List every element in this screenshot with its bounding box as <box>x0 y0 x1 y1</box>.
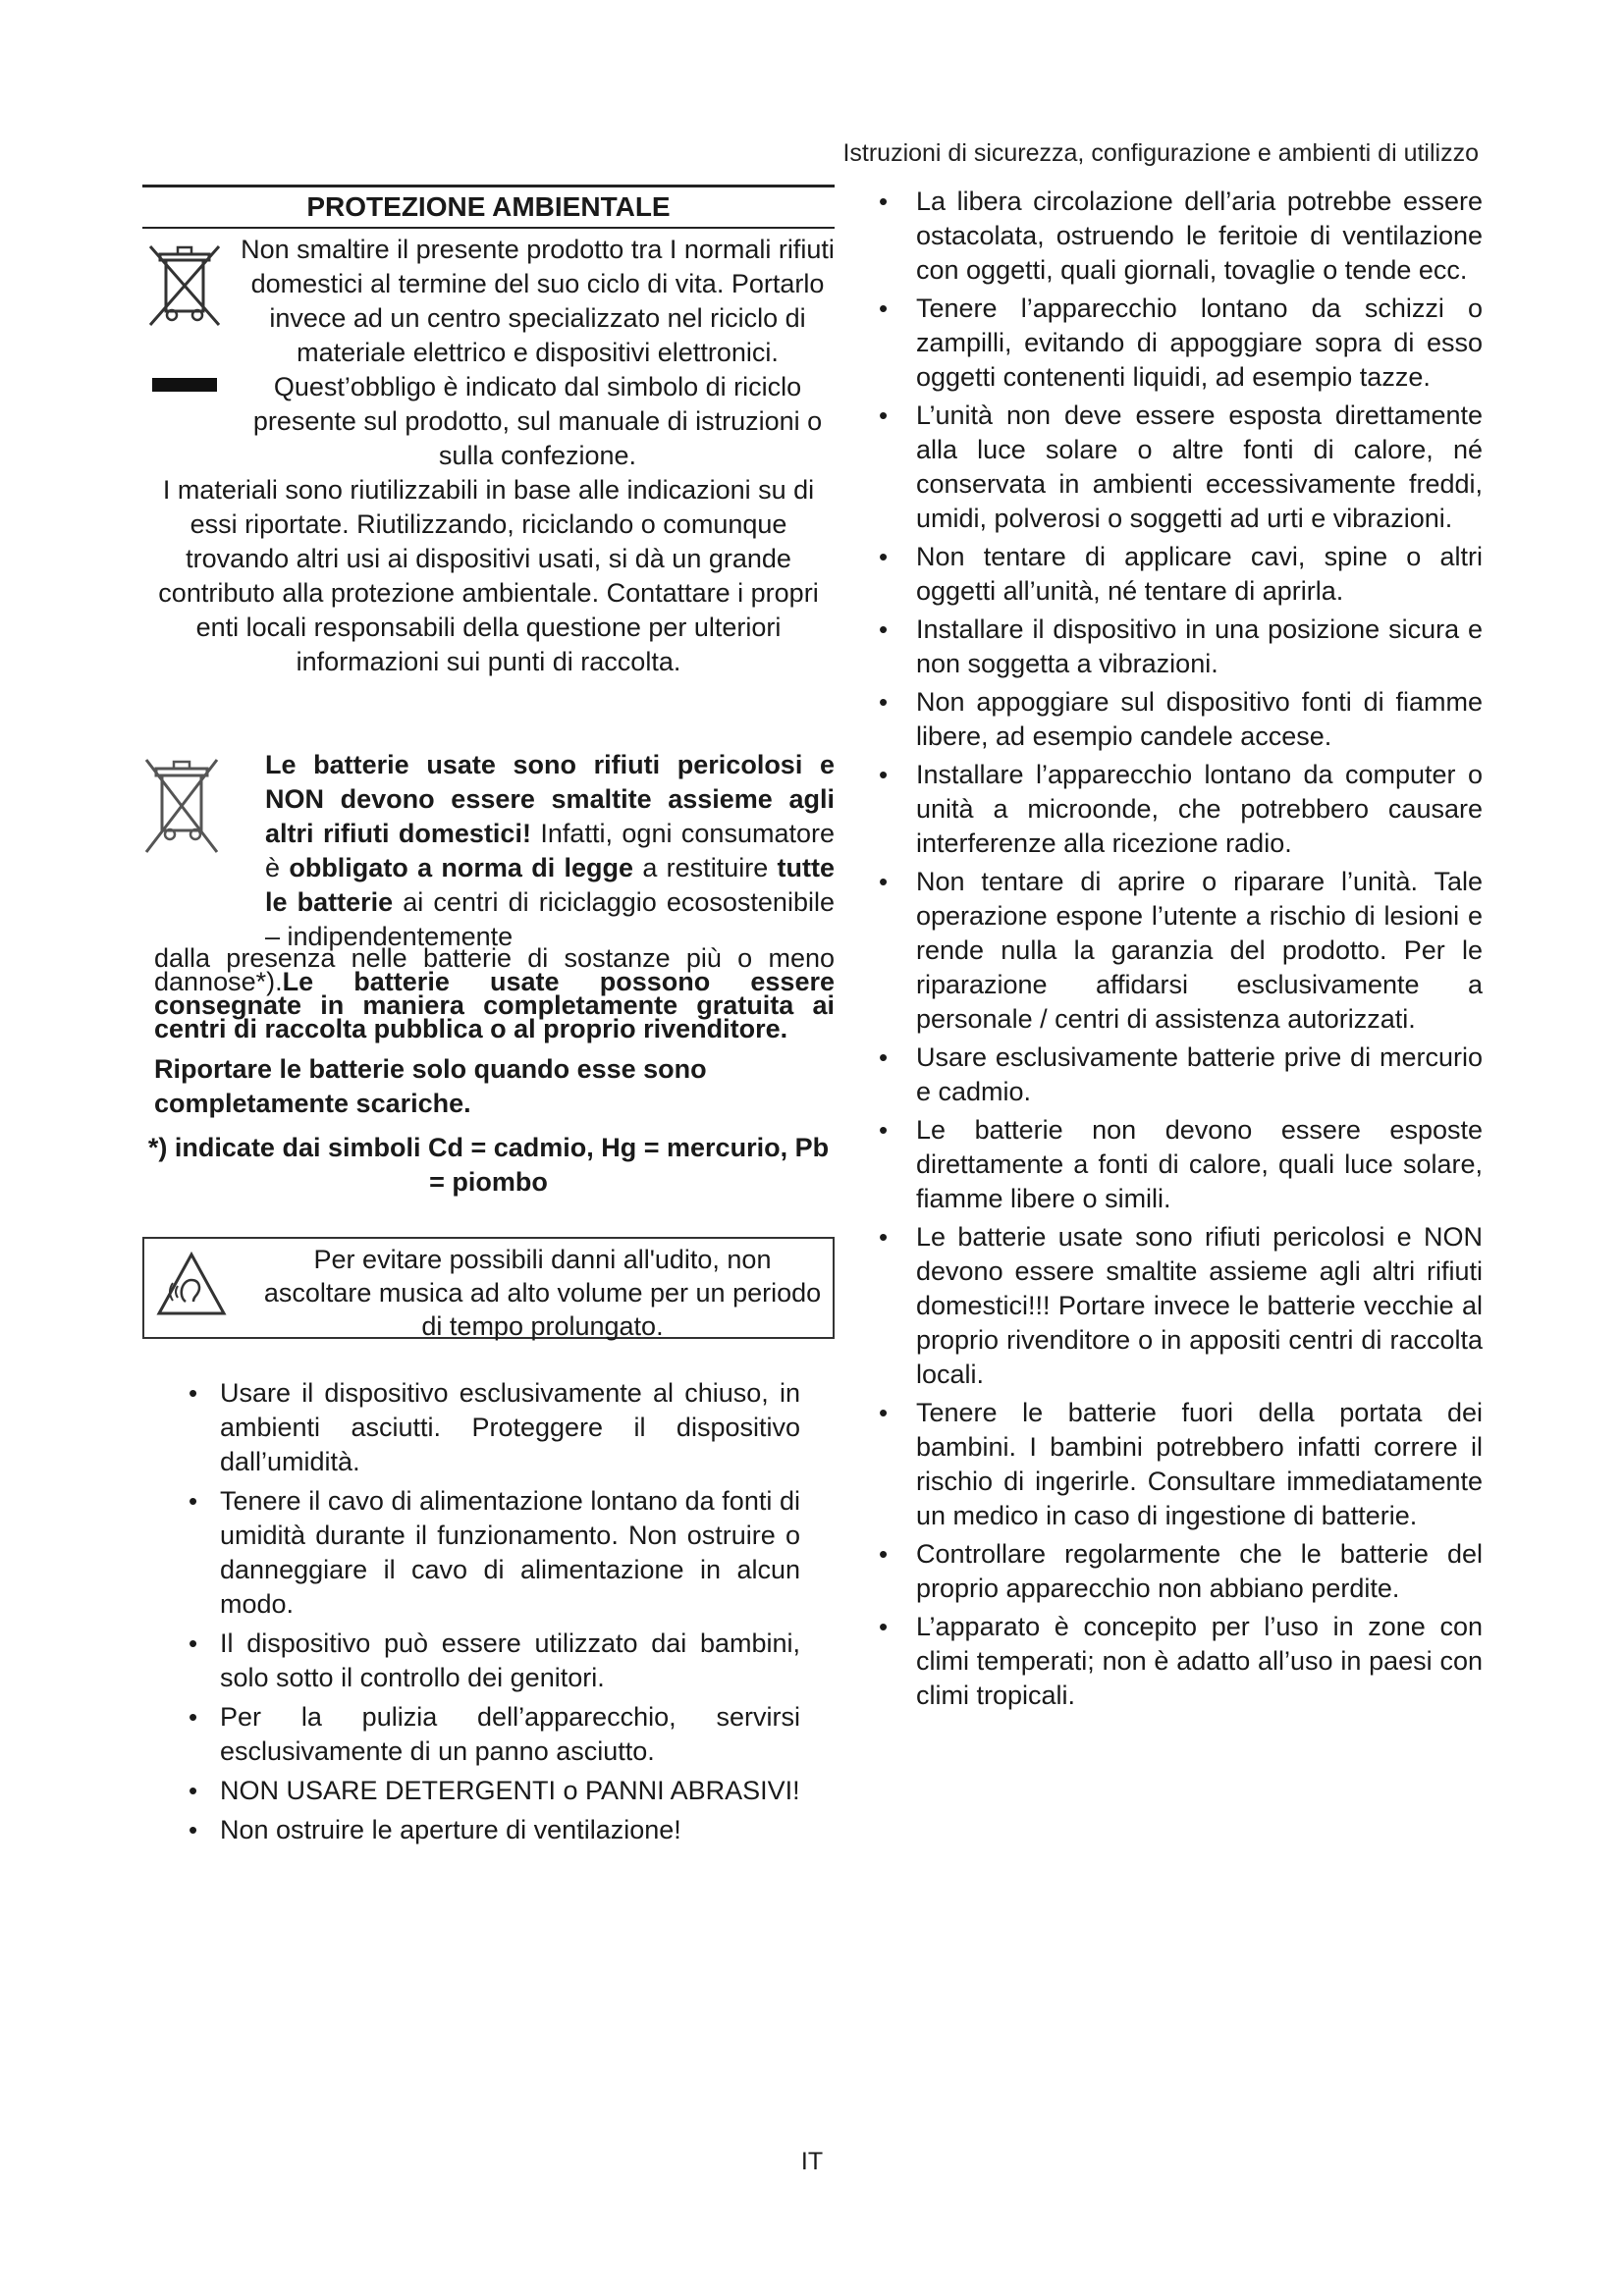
list-item: • Le batterie non devono essere esposte direttamente a fonti di calore, quali luce solare, fiamme libere o simili. <box>904 1113 1483 1216</box>
list-item: • Le batterie usate sono rifiuti pericolosi e NON devono essere smaltite assieme agli altri rifiuti domestici!!! Portare invece le batterie vecchie al proprio rivenditore o in appositi centri di raccolta locali. <box>904 1220 1483 1392</box>
battery-bold-1: Le batterie usate sono rifiuti pericolosi e NON devono essere smaltite assieme agli altri rifiuti domestici! <box>265 750 835 848</box>
battery-bold-3: tutte le batterie <box>265 853 835 917</box>
environment-notice <box>142 233 835 679</box>
list-item: • Installare l’apparecchio lontano da computer o unità a microonde, che potrebbero causare interferenze alla ricezione radio. <box>904 758 1483 861</box>
list-item: • Non ostruire le aperture di ventilazione! <box>196 1813 800 1847</box>
battery-over-text: dalla presenza nelle batterie di sostanze più o meno dannose*). <box>154 943 835 996</box>
list-item: • Non tentare di aprire o riparare l’unità. Tale operazione espone l’utente a rischio di lesioni e rende nulla la garanzia del prodotto. Per le riparazione affidarsi esclusivamente a personale / centri di assistenza autorizzati. <box>904 865 1483 1037</box>
list-item: • Tenere le batterie fuori della portata dei bambini. I bambini potrebbero infatti correre il rischio di ingerirle. Consultare immediatamente un medico in caso di ingestione di batterie. <box>904 1396 1483 1533</box>
page-header-title: Istruzioni di sicurezza, configurazione e ambienti di utilizzo <box>842 139 1479 167</box>
list-item: • Usare il dispositivo esclusivamente al chiuso, in ambienti asciutti. Proteggere il dispositivo dall’umidità. <box>196 1376 800 1479</box>
battery-text <box>142 748 835 954</box>
list-item: • Non tentare di applicare cavi, spine o altri oggetti all’unità, né tentare di aprirla. <box>904 540 1483 609</box>
environment-text-2: I materiali sono riutilizzabili in base alle indicazioni su di essi riportate. Riutilizzando, riciclando o comunque trovando altri usi ai dispositivi usati, si dà un grande contributo alla protezione ambientale. Contattare i propri enti locali responsabili della questione per ulteriori informazioni sui punti di raccolta. <box>158 475 819 676</box>
crossed-bin-battery-icon <box>142 754 221 872</box>
environment-text: Non smaltire il presente prodotto tra I normali rifiuti domestici al termine del suo ciclo di vita. Portarlo invece ad un centro specializzato nel riciclo di materiale elettrico e dispositivi elettronici. Quest’obbligo è indicato dal simbolo di riciclo presente sul prodotto, sul manuale di istruzioni o sulla confezione. <box>241 235 835 470</box>
list-item: • NON USARE DETERGENTI o PANNI ABRASIVI! <box>196 1774 800 1808</box>
battery-overlap-text <box>142 943 835 1043</box>
battery-footnote: *) indicate dai simboli Cd = cadmio, Hg = mercurio, Pb = piombo <box>147 1133 830 1197</box>
list-item: • Per la pulizia dell’apparecchio, servirsi esclusivamente di un panno asciutto. <box>196 1700 800 1769</box>
hearing-warning-box <box>142 1237 835 1339</box>
page-number: IT <box>800 2148 824 2175</box>
list-item: • L’apparato è concepito per l’uso in zone con climi temperati; non è adatto all’uso in paesi con climi tropicali. <box>904 1610 1483 1713</box>
battery-over-bold: Le batterie usate possono essere consegnate in maniera completamente gratuita ai centri di raccolta pubblica o al proprio rivenditore. <box>154 967 835 1043</box>
hearing-warning-text: Per evitare possibili danni all'udito, non ascoltare musica ad alto volume per un periodo di tempo prolungato. <box>263 1245 822 1341</box>
hearing-warning-icon <box>156 1251 227 1319</box>
battery-text-2: a restituire <box>633 853 778 882</box>
list-item: • Controllare regolarmente che le batterie del proprio apparecchio non abbiano perdite. <box>904 1537 1483 1606</box>
collection-bar-icon <box>152 378 217 392</box>
right-safety-list <box>879 185 1483 1713</box>
list-item: • L’unità non deve essere esposta direttamente alla luce solare o altre fonti di calore, né conservata in ambienti eccessivamente freddi, umidi, polverosi o soggetti ad urti e vibrazioni. <box>904 399 1483 536</box>
battery-text-3: ai centri di riciclaggio ecosostenibile – indipendentemente <box>265 887 835 951</box>
left-column <box>142 185 835 1852</box>
battery-discharge-note: Riportare le batterie solo quando esse sono completamente scariche. <box>154 1054 707 1118</box>
list-item: • Installare il dispositivo in una posizione sicura e non soggetta a vibrazioni. <box>904 613 1483 681</box>
list-item: • Tenere il cavo di alimentazione lontano da fonti di umidità durante il funzionamento. Non ostruire o danneggiare il cavo di alimentazione in alcun modo. <box>196 1484 800 1622</box>
list-item: • Il dispositivo può essere utilizzato dai bambini, solo sotto il controllo dei genitori. <box>196 1627 800 1695</box>
left-safety-list <box>142 1376 800 1847</box>
crossed-bin-icon <box>146 242 223 329</box>
battery-bold-2: obbligato a norma di legge <box>289 853 634 882</box>
list-item: • Usare esclusivamente batterie prive di mercurio e cadmio. <box>904 1041 1483 1109</box>
list-item: • Non appoggiare sul dispositivo fonti di fiamme libere, ad esempio candele accese. <box>904 685 1483 754</box>
section-title: PROTEZIONE AMBIENTALE <box>142 185 835 229</box>
right-column <box>879 185 1483 1717</box>
battery-text-1: Infatti, ogni consumatore è <box>265 819 835 882</box>
battery-notice <box>142 748 835 1200</box>
list-item: • La libera circolazione dell’aria potrebbe essere ostacolata, ostruendo le feritoie di ventilazione con oggetti, quali giornali, tovaglie o tende ecc. <box>904 185 1483 288</box>
list-item: • Tenere l’apparecchio lontano da schizzi o zampilli, evitando di appoggiare sopra di esso oggetti contenenti liquidi, ad esempio tazze. <box>904 292 1483 395</box>
